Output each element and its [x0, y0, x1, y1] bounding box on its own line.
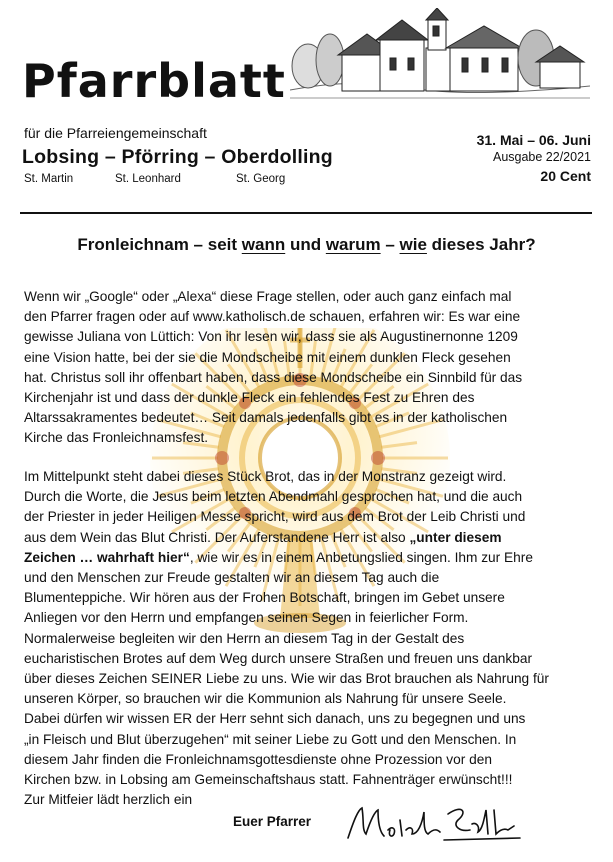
article-paragraph-1 — [24, 287, 594, 449]
text-line: hat. Christus soll ihr offenbart haben, dass diese Mondscheibe ein Sinnbild für das — [24, 369, 523, 385]
text-line: gewisse Juliana von Lüttich: Von ihr lesen wir, dass sie als Augustinernonne 1209 — [24, 329, 518, 345]
text-line: Normalerweise begleiten wir den Herrn an diesem Tag in der Gestalt des — [24, 630, 465, 646]
church-illustration — [290, 8, 590, 106]
signature-image — [344, 800, 524, 846]
parishes-line: Lobsing – Pförring – Oberdolling — [22, 146, 333, 168]
headline-part: Fronleichnam – seit — [77, 235, 242, 254]
headline-keyword-warum: warum — [325, 235, 381, 254]
signoff-label: Euer Pfarrer — [233, 814, 312, 829]
text-line: Kirchenjahr ist und dass der dunkle Fleck ein fehlendes Fest zu Ehren des — [24, 390, 475, 406]
headline-part: – — [380, 235, 400, 254]
text-line: Dabei dürfen wir wissen ER der Herr sehnt sich danach, uns zu begegnen und uns — [24, 711, 526, 727]
text-line: der Priester in jeder Heiligen Messe spricht, wird aus dem Brot der Leib Christi und — [24, 509, 526, 525]
text-line: Durch die Worte, die Jesus beim letzten Abendmahl gesprochen hat, und die auch — [24, 489, 523, 505]
issue-dates: 31. Mai – 06. Juni — [476, 132, 591, 148]
patron-st-leonhard: St. Leonhard — [115, 173, 181, 185]
article-headline — [0, 235, 613, 255]
text-line — [24, 548, 594, 568]
article-paragraph-2 — [24, 467, 594, 810]
masthead-subtitle: für die Pfarreiengemeinschaft — [24, 125, 207, 141]
patron-st-martin: St. Martin — [24, 173, 74, 185]
text-segment: aus dem Wein das Blut Christi. Der Auferstandene Herr ist also — [24, 529, 410, 545]
text-line: Anliegen vor den Herrn und empfangen seinen Segen in feierlicher Form. — [24, 610, 469, 626]
headline-keyword-wann: wann — [241, 235, 286, 254]
text-line: diesem Jahr finden die Fronleichnamsgottesdienste ohne Prozession vor den — [24, 751, 492, 767]
header-divider — [20, 212, 592, 214]
headline-part: und — [285, 235, 326, 254]
text-line: unseren Körper, so brauchen wir die Kommunion als Nahrung für unsere Seele. — [24, 691, 507, 707]
text-line: den Pfarrer fragen oder auf www.katholisch.de schauen, erfahren wir: Es war eine — [24, 309, 521, 325]
text-line: und den Menschen zur Freude gestalten wir an diesem Tag auch die — [24, 570, 440, 586]
text-line: Blumenteppiche. Wir hören aus der Frohen Botschaft, bringen im Gebet unsere — [24, 590, 505, 606]
text-line: eucharistischen Brotes auf dem Weg durch unsere Straßen und freuen uns dankbar — [24, 650, 533, 666]
text-line: Kirche das Fronleichnamsfest. — [24, 430, 209, 446]
headline-part: dieses Jahr? — [426, 235, 536, 254]
text-line: Wenn wir „Google“ oder „Alexa“ diese Frage stellen, oder auch ganz einfach mal — [24, 289, 512, 304]
issue-number: Ausgabe 22/2021 — [492, 150, 591, 164]
text-line: eine Vision hatte, bei der sie die Mondscheibe mit einem dunklen Fleck gesehen — [24, 349, 511, 365]
text-line — [24, 528, 594, 548]
headline-keyword-wie: wie — [399, 235, 427, 254]
text-line: Kirchen bzw. in Lobsing am Gemeinschaftshaus statt. Fahnenträger erwünscht!!! — [24, 772, 513, 788]
quote-bold-start: „unter diesem — [409, 529, 502, 545]
issue-info — [477, 131, 591, 186]
text-segment: , wie wir es in einem Anbetungslied singen. Ihm zur Ehre — [189, 549, 533, 565]
masthead-title: Pfarrblatt — [22, 54, 286, 108]
text-line: über dieses Zeichen SEINER Liebe zu uns. Wie wir das Brot brauchen als Nahrung für — [24, 671, 549, 687]
patron-st-georg: St. Georg — [236, 173, 286, 185]
text-line: Zur Mitfeier lädt herzlich ein — [24, 792, 193, 808]
text-line: Im Mittelpunkt steht dabei dieses Stück Brot, das in der Monstranz gezeigt wird. — [24, 469, 507, 484]
text-line: „in Fleisch und Blut überzugehen“ mit seiner Liebe zu Gott und den Menschen. In — [24, 731, 517, 747]
text-line: Altarssakramentes bedeutet… Seit damals jedenfalls gibt es in der katholischen — [24, 410, 508, 426]
quote-bold-end: Zeichen … wahrhaft hier“ — [24, 549, 190, 565]
issue-price: 20 Cent — [540, 168, 591, 184]
